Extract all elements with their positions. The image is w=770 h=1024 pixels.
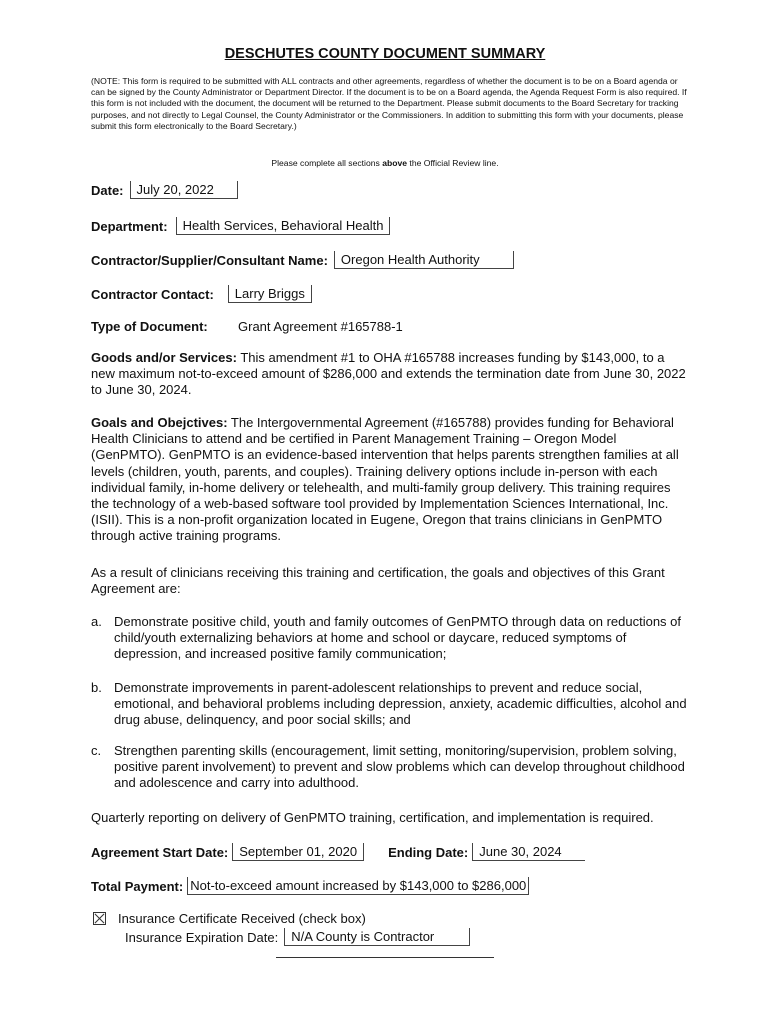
reporting-requirement: Quarterly reporting on delivery of GenPMTO training, certification, and implementation is required.: [91, 810, 654, 825]
insurance-expiration-label: Insurance Expiration Date:: [125, 929, 279, 945]
department-field[interactable]: Health Services, Behavioral Health: [176, 217, 391, 235]
goals-label: Goals and Obejctives:: [91, 415, 228, 430]
total-payment-label: Total Payment:: [91, 878, 184, 894]
contact-field[interactable]: Larry Briggs: [228, 285, 312, 303]
date-row: [91, 181, 238, 199]
objective-item-c: [91, 743, 691, 792]
total-payment-field[interactable]: Not-to-exceed amount increased by $143,000 to $286,000: [187, 877, 529, 895]
goals-text: The Intergovernmental Agreement (#165788) provides funding for Behavioral Health Clinicians to attend and be certified in Parent Management Training – Oregon Model (GenPMTO). GenPMTO is an evidence-based intervention that helps parents strengthen families at all levels (children, youth, parents, and couples). Training delivery options include in-person with each individual family, in-home delivery or telehealth, and multi-family group delivery. This training requires the technology of a web-based software tool provided by Implementation Sciences International, Inc. (ISII). This is a non-profit organization located in Eugene, Oregon that trains clinicians in GenPMTO through active training programs.: [91, 415, 679, 544]
official-review-line: [276, 957, 494, 958]
insurance-expiration-row: [125, 928, 470, 946]
instruction-text-post: the Official Review line.: [407, 158, 499, 168]
insurance-checkbox-label: Insurance Certificate Received (check box): [118, 911, 366, 926]
ending-date-label: Ending Date:: [388, 844, 469, 860]
agreement-start-field[interactable]: September 01, 2020: [232, 843, 364, 861]
objective-text: Demonstrate positive child, youth and family outcomes of GenPMTO through data on reductions of child/youth externalizing behaviors at home and school or daycare, reduced symptoms of depression, and increased positive family communication;: [114, 614, 682, 662]
submission-note: (NOTE: This form is required to be submitted with ALL contracts and other agreements, regardless of whether the document is to be on a Board agenda or can be signed by the County Administrator or Department Director. If the document is to be on a Board agenda, the Agenda Request Form is also required. If this form is not included with the document, the document will be returned to the Department. Please submit documents to the Board Secretary for tracking purposes, and not directly to Legal Counsel, the County Administrator or the Commissioners. In addition to submitting this form with your documents, please submit this form electronically to the Board Secretary.): [91, 76, 687, 131]
insurance-row: [91, 911, 366, 926]
date-field[interactable]: July 20, 2022: [130, 181, 238, 199]
objective-item-a: [91, 614, 691, 663]
objective-mark: c.: [91, 743, 102, 758]
objective-mark: a.: [91, 614, 102, 629]
contractor-row: [91, 251, 514, 269]
completion-instruction: [0, 158, 770, 168]
objective-text: Strengthen parenting skills (encouragement, limit setting, monitoring/supervision, problem solving, positive parent involvement) to prevent and slow problems which can develop throughout childhood and adolescence and carry into adulthood.: [114, 743, 685, 791]
ending-date-field[interactable]: June 30, 2024: [472, 843, 585, 861]
department-row: [91, 217, 390, 235]
insurance-checkbox[interactable]: [93, 912, 106, 925]
document-type-row: [91, 319, 403, 334]
document-title: DESCHUTES COUNTY DOCUMENT SUMMARY: [224, 46, 546, 62]
document-type-label: Type of Document:: [91, 319, 208, 334]
contractor-label: Contractor/Supplier/Consultant Name:: [91, 252, 328, 268]
objective-text: Demonstrate improvements in parent-adolescent relationships to prevent and reduce social, emotional, and behavioral problems including depression, anxiety, academic difficulties, alcohol and drug abuse, delinquency, and poor social skills; and: [114, 680, 687, 728]
goods-services-label: Goods and/or Services:: [91, 350, 237, 365]
agreement-start-label: Agreement Start Date:: [91, 844, 229, 860]
goals-paragraph: [91, 415, 691, 545]
date-label: Date:: [91, 182, 124, 198]
agreement-dates-row: [91, 843, 585, 861]
goods-services-paragraph: [91, 350, 691, 399]
result-intro: As a result of clinicians receiving this training and certification, the goals and objectives of this Grant Agreement are:: [91, 565, 665, 597]
document-type-value: Grant Agreement #165788-1: [238, 319, 403, 334]
department-label: Department:: [91, 218, 168, 234]
instruction-text-pre: Please complete all sections: [271, 158, 383, 168]
objective-item-b: [91, 680, 691, 729]
contact-label: Contractor Contact:: [91, 286, 214, 302]
goods-services-text: This amendment #1 to OHA #165788 increases funding by $143,000, to a new maximum not-to-exceed amount of $286,000 and extends the termination date from June 30, 2022 to June 30, 2024.: [91, 350, 686, 398]
insurance-expiration-field[interactable]: N/A County is Contractor: [284, 928, 470, 946]
objective-mark: b.: [91, 680, 102, 695]
instruction-text-bold: above: [382, 158, 408, 168]
total-payment-row: [91, 877, 529, 895]
contractor-field[interactable]: Oregon Health Authority: [334, 251, 514, 269]
contact-row: [91, 285, 312, 303]
